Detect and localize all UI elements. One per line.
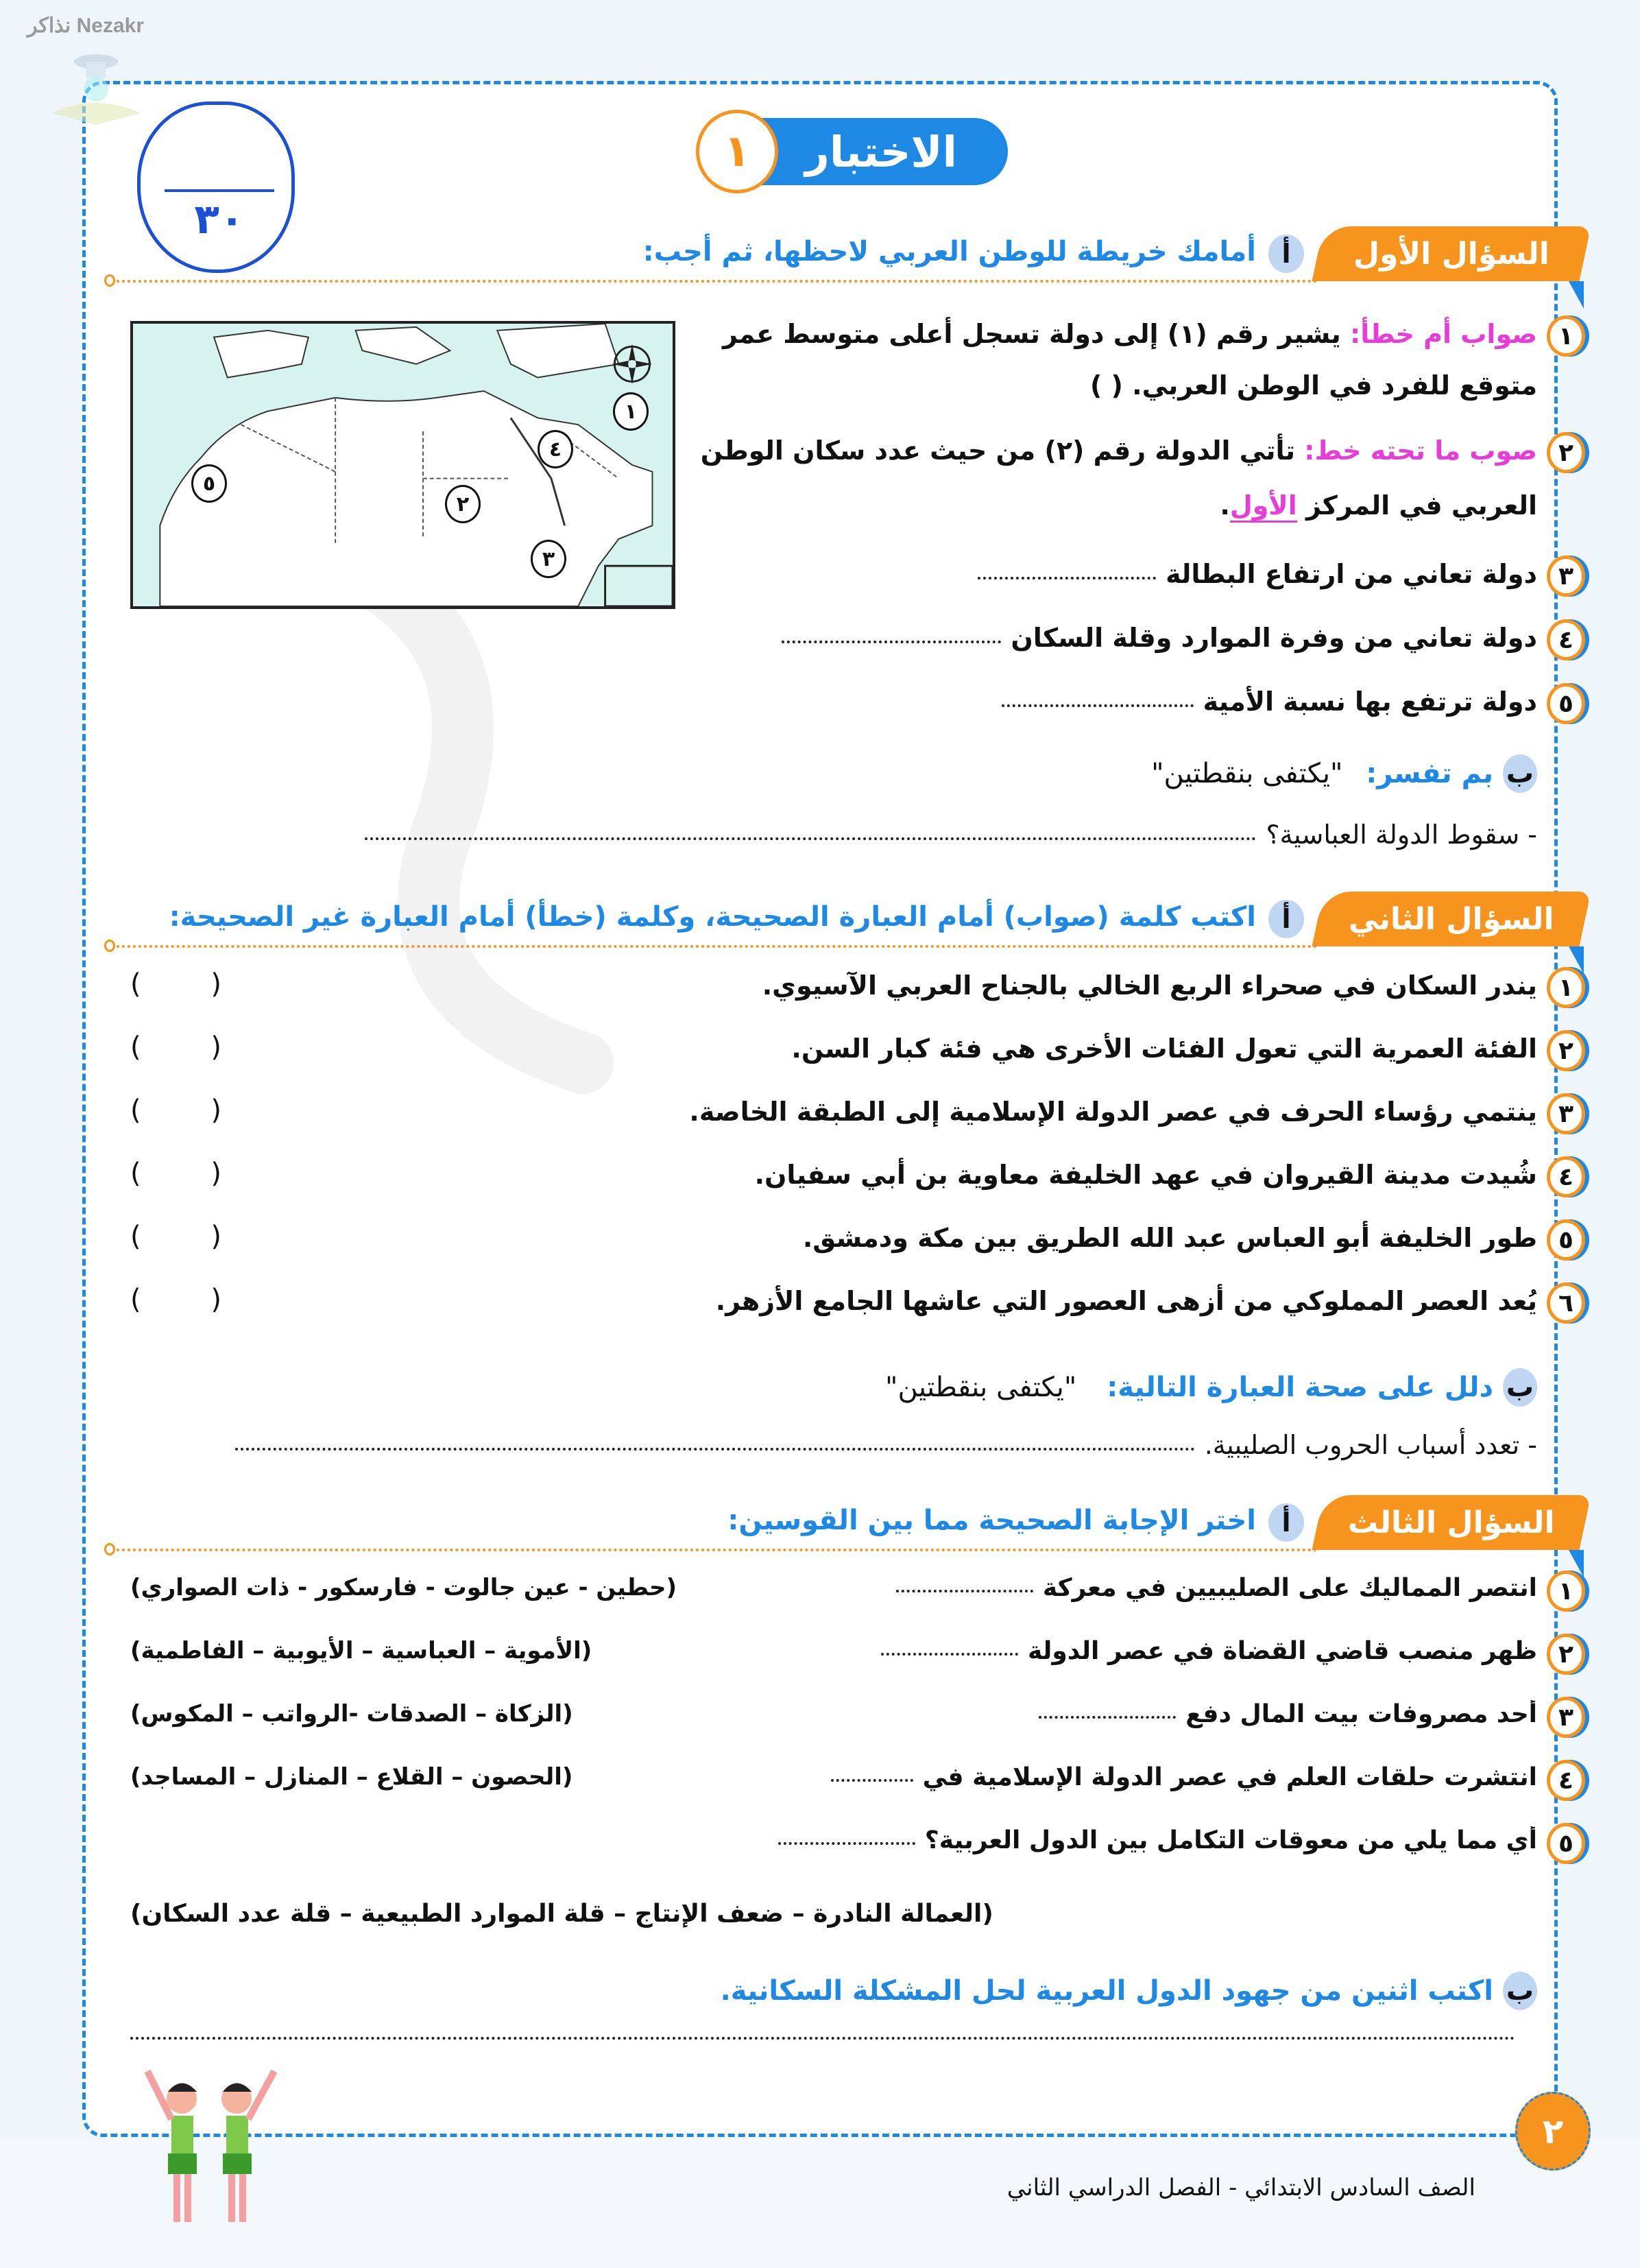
map-label-3: ٣ — [531, 540, 566, 578]
q3-item-5-number: ٥ — [1547, 1823, 1585, 1864]
q3-header — [104, 1495, 1585, 1557]
q1-rule-dot — [104, 274, 115, 287]
q1-part-b-answer-blank[interactable] — [365, 833, 1256, 840]
q3-item-2-choices: (الأموية – العباسية – الأيوبية – الفاطمية) — [130, 1637, 592, 1664]
q3-item-1-answer-blank[interactable] — [896, 1586, 1033, 1592]
q3-rule-dot — [104, 1543, 115, 1555]
q1-item-2 — [701, 435, 1537, 466]
q3-item-3-text: أحد مصروفات بيت المال دفع — [1185, 1700, 1537, 1728]
q2-item-2-number: ٢ — [1547, 1030, 1585, 1071]
q3-item-5-choices: (العمالة النادرة – ضعف الإنتاج – قلة الموارد الطبيعية – قلة عدد السكان) — [130, 1900, 993, 1928]
score-divider — [165, 189, 274, 192]
q1-item-3-text: دولة تعاني من ارتفاع البطالة — [1166, 559, 1537, 589]
logo-graduate-icon — [41, 41, 151, 130]
q1-item-1-text: يشير رقم (١) إلى دولة تسجل أعلى متوسط عمر — [723, 319, 1341, 349]
q1-item-5 — [1002, 687, 1537, 717]
q3-item-5 — [742, 1826, 1537, 1854]
q1-item-4 — [782, 623, 1537, 653]
q2-tab: السؤال الثاني — [1312, 892, 1591, 946]
q2-item-4-number: ٤ — [1547, 1156, 1585, 1197]
q2-item-3-answer-blank[interactable]: ( ) — [130, 1095, 221, 1126]
score-total: ٣٠ — [194, 195, 245, 243]
map-label-4: ٤ — [538, 430, 573, 468]
q3-title-b: اكتب اثنين من جهود الدول العربية لحل المشكلة السكانية. — [720, 1975, 1493, 2007]
q2-item-4-answer-blank[interactable]: ( ) — [130, 1158, 221, 1189]
q1-tab: السؤال الأول — [1312, 226, 1591, 281]
q1-item-1-line2 — [1090, 370, 1537, 401]
q1-item-1-text2: متوقع للفرد في الوطن العربي. — [1132, 370, 1537, 401]
q1-item-4-answer-blank[interactable] — [782, 636, 1001, 643]
q1-part-b-item-text: - سقوط الدولة العباسية؟ — [1266, 820, 1537, 850]
q3-part-b-answer-blank[interactable] — [130, 2037, 1515, 2040]
q1-item-1-answer-blank[interactable]: ( ) — [1089, 370, 1123, 401]
q3-badge-b: ب — [1503, 1972, 1537, 2010]
q2-item-4-text: شُيدت مدينة القيروان في عهد الخليفة معاوية بن أبي سفيان. — [754, 1160, 1537, 1190]
q1-item-5-text: دولة ترتفع بها نسبة الأمية — [1203, 687, 1537, 717]
q2-item-5-number: ٥ — [1547, 1219, 1585, 1261]
q3-item-4-answer-blank[interactable] — [831, 1775, 913, 1782]
exam-title: الاختبار — [727, 118, 1008, 185]
q2-item-3-text: ينتمي رؤساء الحرف في عصر الدولة الإسلامية إلى الطبقة الخاصة. — [689, 1097, 1537, 1127]
grade-text: الصف السادس الابتدائي - الفصل الدراسي الثاني — [1006, 2174, 1475, 2201]
kids-illustration — [141, 2064, 285, 2236]
arab-world-map — [130, 321, 675, 609]
q1-item-4-number: ٤ — [1547, 619, 1585, 660]
q1-item-1-prefix: صواب أم خطأ: — [1350, 319, 1537, 349]
q1-item-5-answer-blank[interactable] — [1002, 700, 1194, 707]
q2-part-b — [885, 1368, 1537, 1407]
q1-badge-b: ب — [1503, 754, 1537, 793]
q2-header — [104, 892, 1585, 953]
q2-rule-dot — [104, 940, 115, 952]
q3-item-2-text: ظهر منصب قاضي القضاة في عصر الدولة — [1028, 1637, 1537, 1665]
q3-rule — [111, 1549, 1318, 1551]
q2-item-6-number: ٦ — [1547, 1282, 1585, 1324]
q1-note-b: "يكتفى بنقطتين" — [1151, 758, 1343, 789]
q2-item-1-answer-blank[interactable]: ( ) — [130, 968, 221, 1000]
q2-item-6-answer-blank[interactable]: ( ) — [130, 1284, 221, 1315]
q3-item-3-number: ٣ — [1547, 1697, 1585, 1738]
q3-item-4 — [742, 1763, 1537, 1791]
q1-item-3-answer-blank[interactable] — [978, 573, 1156, 580]
q2-item-3-number: ٣ — [1547, 1093, 1585, 1134]
q2-item-6-text: يُعد العصر المملوكي من أزهى العصور التي عاشها الجامع الأزهر. — [715, 1286, 1537, 1316]
page-number: ٢ — [1515, 2092, 1591, 2171]
q1-badge-a: أ — [1268, 235, 1304, 273]
q3-item-1-text: انتصر المماليك على الصليبيين في معركة — [1042, 1574, 1537, 1602]
q1-title-a: أمامك خريطة للوطن العربي لاحظها، ثم أجب: — [642, 236, 1256, 267]
q3-badge-a: أ — [1268, 1503, 1304, 1542]
q1-item-2-underlined: الأول — [1230, 490, 1297, 523]
q1-part-b — [1151, 754, 1537, 793]
q2-part-b-item-text: - تعدد أسباب الحروب الصليبية. — [1204, 1430, 1537, 1460]
q2-title-a: اكتب كلمة (صواب) أمام العبارة الصحيحة، وكلمة (خطأ) أمام العبارة غير الصحيحة: — [169, 901, 1256, 933]
q1-item-5-number: ٥ — [1547, 683, 1585, 724]
q3-item-2-number: ٢ — [1547, 1634, 1585, 1675]
q1-item-2-end: . — [1220, 490, 1230, 521]
q2-item-5-answer-blank[interactable]: ( ) — [130, 1221, 221, 1252]
q2-item-2-text: الفئة العمرية التي تعول الفئات الأخرى هي فئة كبار السن. — [791, 1034, 1537, 1064]
q1-item-1-number: ١ — [1547, 315, 1585, 357]
q1-tab-tail — [1569, 281, 1584, 309]
q1-item-3-number: ٣ — [1547, 556, 1585, 597]
q2-badge-a: أ — [1268, 900, 1304, 938]
map-label-1: ١ — [613, 392, 649, 431]
q3-item-3 — [742, 1700, 1537, 1728]
exam-number: ١ — [696, 110, 778, 193]
q1-item-2-text: تأتي الدولة رقم (٢) من حيث عدد سكان الوطن — [700, 435, 1296, 466]
q3-item-4-number: ٤ — [1547, 1760, 1585, 1801]
map-label-2: ٢ — [445, 485, 481, 523]
q2-item-1-number: ١ — [1547, 967, 1585, 1008]
q1-item-2-text2: العربي في المركز — [1305, 490, 1537, 521]
q3-item-3-choices: (الزكاة – الصدقات -الرواتب – المكوس) — [130, 1700, 573, 1728]
q3-item-2 — [742, 1637, 1537, 1665]
q3-item-5-text: أي مما يلي من معوقات التكامل بين الدول العربية؟ — [924, 1826, 1537, 1854]
q3-item-1 — [742, 1574, 1537, 1602]
q2-title-b: دلل على صحة العبارة التالية: — [1107, 1372, 1493, 1403]
q2-part-b-answer-blank[interactable] — [235, 1444, 1195, 1451]
q2-note-b: "يكتفى بنقطتين" — [885, 1372, 1077, 1403]
q2-item-2-answer-blank[interactable]: ( ) — [130, 1031, 221, 1063]
q2-badge-b: ب — [1503, 1368, 1537, 1407]
q1-rule — [111, 280, 1318, 283]
q1-item-1 — [723, 319, 1537, 349]
q3-part-b — [721, 1972, 1537, 2010]
q3-item-2-answer-blank[interactable] — [881, 1649, 1018, 1656]
q3-item-4-choices: (الحصون – القلاع – المنازل – المساجد) — [130, 1763, 573, 1791]
q1-item-3 — [978, 559, 1537, 589]
q3-item-5-answer-blank[interactable] — [778, 1838, 915, 1845]
q3-item-4-text: انتشرت حلقات العلم في عصر الدولة الإسلامية في — [922, 1763, 1537, 1791]
q1-item-2-prefix: صوب ما تحته خط: — [1304, 435, 1537, 466]
q2-item-1-text: يندر السكان في صحراء الربع الخالي بالجناح العربي الآسيوي. — [762, 970, 1537, 1001]
q3-tab: السؤال الثالث — [1312, 1495, 1591, 1550]
q1-title-b: بم تفسر: — [1366, 758, 1493, 789]
q1-header — [104, 226, 1585, 288]
q3-item-1-choices: (حطين - عين جالوت - فارسكور - ذات الصواري) — [130, 1574, 677, 1601]
q1-item-2-line2 — [1220, 490, 1537, 521]
q2-part-b-item — [235, 1430, 1537, 1460]
map-label-5: ٥ — [191, 464, 227, 503]
q3-item-1-number: ١ — [1547, 1571, 1585, 1612]
q2-item-5-text: طور الخليفة أبو العباس عبد الله الطريق بين مكة ودمشق. — [802, 1223, 1537, 1253]
q3-item-3-answer-blank[interactable] — [1039, 1712, 1176, 1719]
q3-title-a: اختر الإجابة الصحيحة مما بين القوسين: — [727, 1505, 1256, 1536]
q2-rule — [111, 945, 1318, 948]
logo-text: نذاكر Nezakr — [27, 14, 145, 37]
q1-item-4-text: دولة تعاني من وفرة الموارد وقلة السكان — [1011, 623, 1537, 653]
q1-item-2-number: ٢ — [1547, 432, 1585, 473]
q1-part-b-item — [365, 820, 1537, 850]
